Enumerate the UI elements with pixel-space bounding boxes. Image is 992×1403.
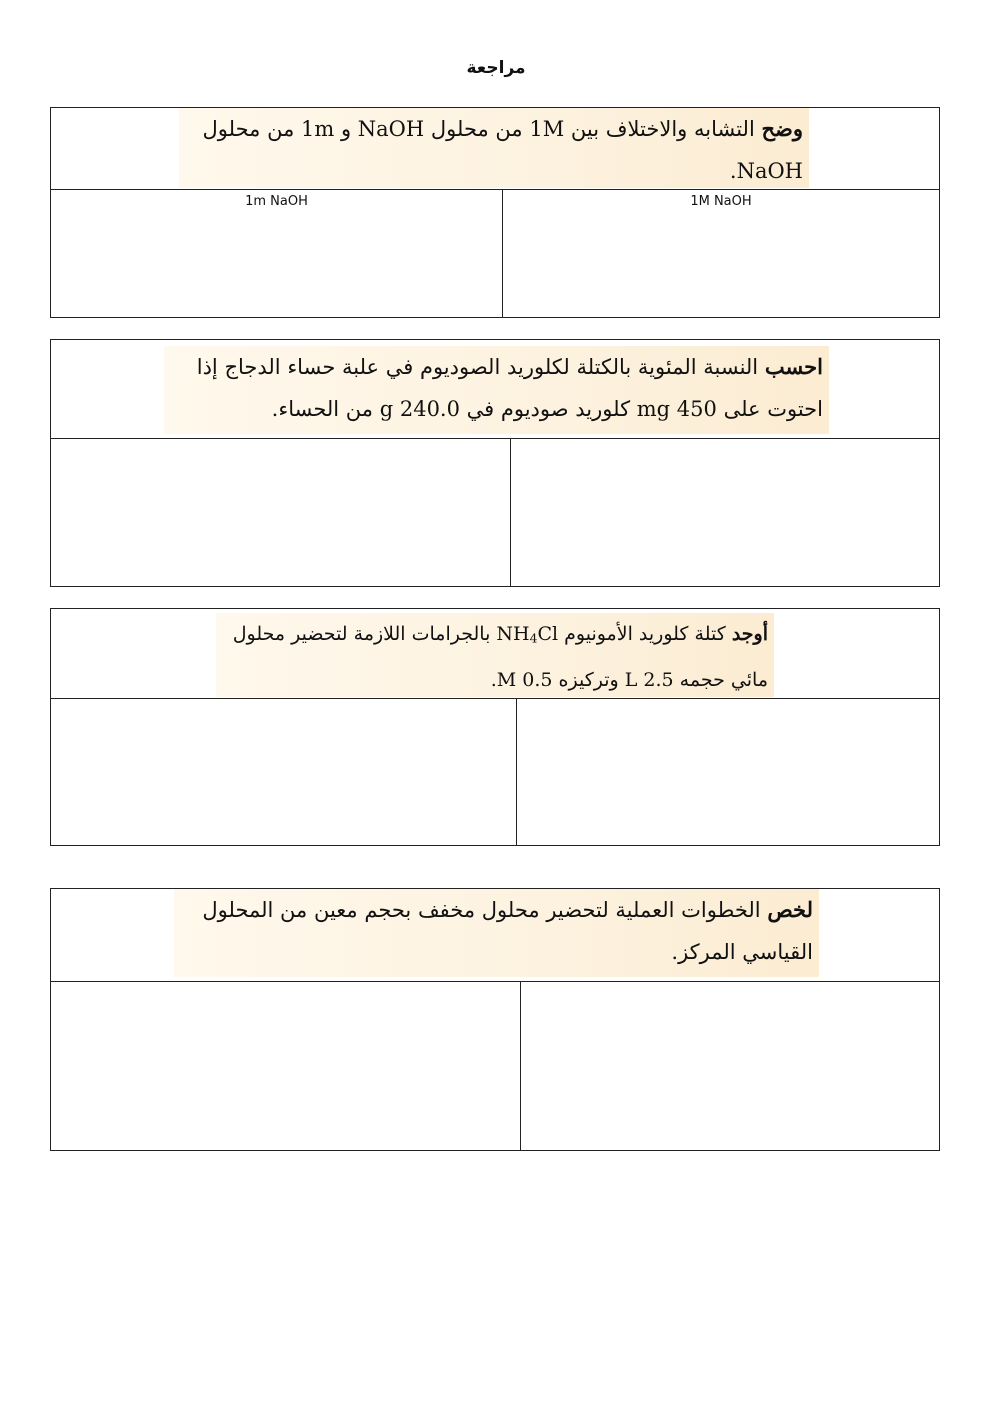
question-3-text: [216, 613, 774, 697]
question-1-body: التشابه والاختلاف بين 1M من محلول NaOH و 1m من محلول NaOH.: [202, 117, 803, 183]
question-3-answer-row: [51, 699, 939, 845]
question-2-box: [50, 339, 940, 587]
question-2-header: [51, 340, 939, 439]
question-4-box: [50, 888, 940, 1151]
question-2-keyword: احسب: [764, 354, 823, 379]
question-3-body-before: كتلة كلوريد الأمونيوم: [558, 623, 732, 645]
question-3-box: [50, 608, 940, 846]
question-2-body: النسبة المئوية بالكتلة لكلوريد الصوديوم في علبة حساء الدجاج إذا احتوت على 450 mg كلوريد صوديوم في 240.0 g من الحساء.: [196, 355, 823, 421]
question-3-keyword: أوجد: [731, 623, 768, 645]
question-3-body-after: بالجرامات اللازمة لتحضير محلول مائي حجمه 2.5 L وتركيزه 0.5 M.: [232, 623, 768, 692]
question-4-header: [51, 889, 939, 982]
question-1-right-label: 1M NaOH: [690, 194, 752, 209]
question-1-left-cell[interactable]: [51, 190, 503, 317]
question-4-keyword: لخص: [767, 897, 813, 922]
question-3-header: [51, 609, 939, 699]
question-1-keyword: وضح: [761, 116, 803, 141]
question-3-formula: $NH_4Cl$: [496, 623, 559, 646]
page-title: مراجعة: [466, 58, 526, 78]
question-1-header: [51, 108, 939, 190]
question-3-right-cell[interactable]: [517, 699, 939, 845]
question-4-text: [174, 889, 819, 977]
question-1-box: [50, 107, 940, 318]
question-4-right-cell[interactable]: [521, 982, 939, 1150]
question-2-right-cell[interactable]: [511, 439, 939, 586]
question-1-right-cell[interactable]: [503, 190, 939, 317]
question-4-left-cell[interactable]: [51, 982, 521, 1150]
question-1-left-label: 1m NaOH: [245, 194, 308, 209]
question-1-text: [179, 108, 809, 188]
question-4-body: الخطوات العملية لتحضير محلول مخفف بحجم معين من المحلول القياسي المركز.: [202, 898, 813, 964]
question-2-left-cell[interactable]: [51, 439, 511, 586]
question-3-left-cell[interactable]: [51, 699, 517, 845]
question-2-text: [164, 346, 829, 434]
question-1-answer-row: [51, 190, 939, 317]
question-4-answer-row: [51, 982, 939, 1150]
question-2-answer-row: [51, 439, 939, 586]
